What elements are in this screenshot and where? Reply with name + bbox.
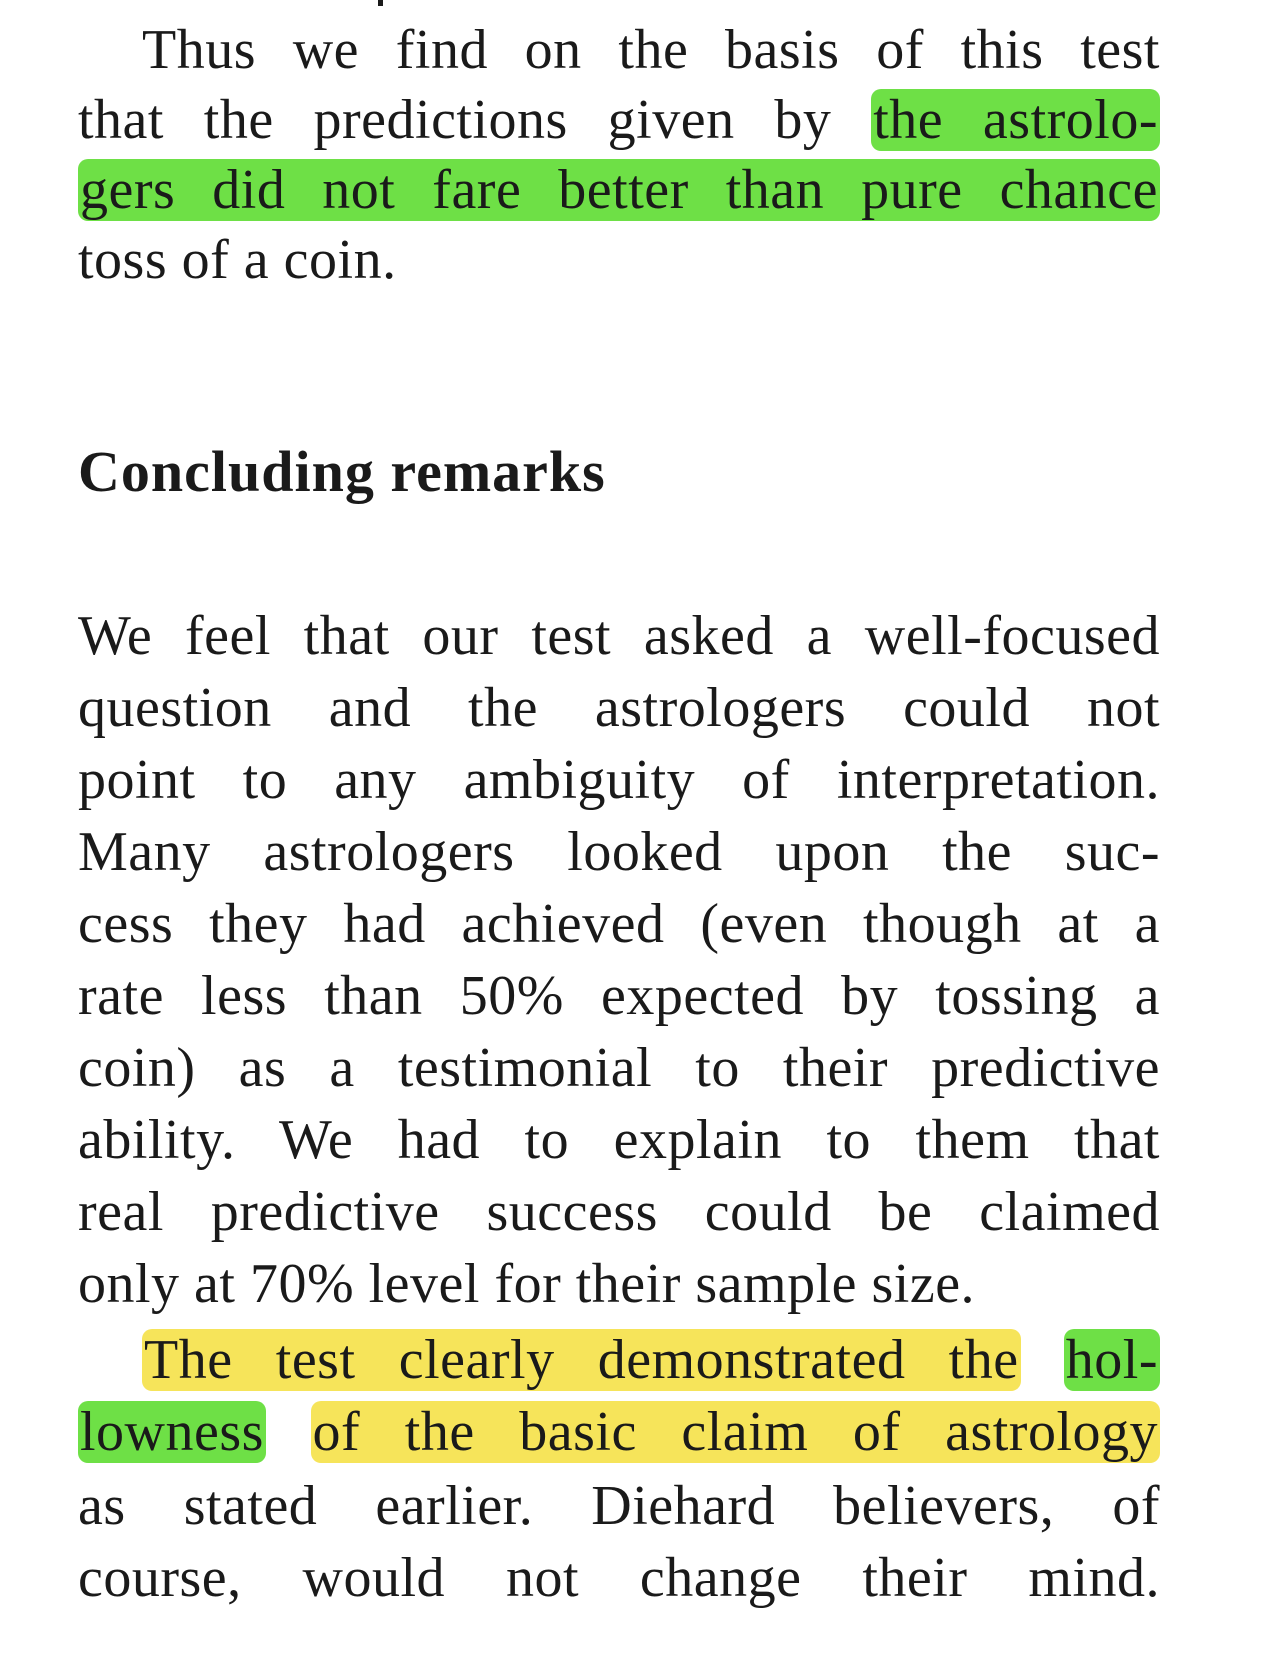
green-highlight: the astrolo- [873, 89, 1158, 151]
section-heading: Concluding remarks [78, 439, 606, 504]
yellow-highlight: of the basic claim of astrology [312, 1401, 1158, 1463]
text-line: toss of a coin. [78, 229, 397, 291]
text-line: Many astrologers looked upon the suc- [78, 821, 1160, 883]
text-line: point to any ambiguity of interpretation. [78, 749, 1160, 811]
text-line: coin) as a testimonial to their predictive [78, 1037, 1160, 1099]
previous-line-fragment [0, 0, 1284, 10]
text-line [78, 88, 1160, 152]
text-line [78, 1400, 1160, 1464]
text-line: as stated earlier. Diehard believers, of [78, 1475, 1160, 1537]
text-line: question and the astrologers could not [78, 677, 1160, 739]
text-line: course, would not change their mind. [78, 1547, 1160, 1609]
green-highlight: lowness [80, 1401, 264, 1463]
text-line: rate less than 50% expected by tossing a [78, 965, 1160, 1027]
text-line [78, 158, 1160, 222]
text-line: Thus we find on the basis of this test [142, 19, 1160, 81]
text-span: that the predictions given by [78, 89, 872, 151]
green-highlight: hol- [1065, 1329, 1158, 1391]
green-highlight: gers did not fare better than pure chance [80, 159, 1158, 221]
text-line: only at 70% level for their sample size. [78, 1253, 976, 1315]
text-line [142, 1328, 1160, 1392]
text-line: cess they had achieved (even though at a [78, 893, 1160, 955]
text-line: We feel that our test asked a well-focused [78, 605, 1160, 667]
text-line: real predictive success could be claimed [78, 1181, 1160, 1243]
text-line: ability. We had to explain to them that [78, 1109, 1160, 1171]
yellow-highlight: The test clearly demonstrated the [144, 1329, 1019, 1391]
